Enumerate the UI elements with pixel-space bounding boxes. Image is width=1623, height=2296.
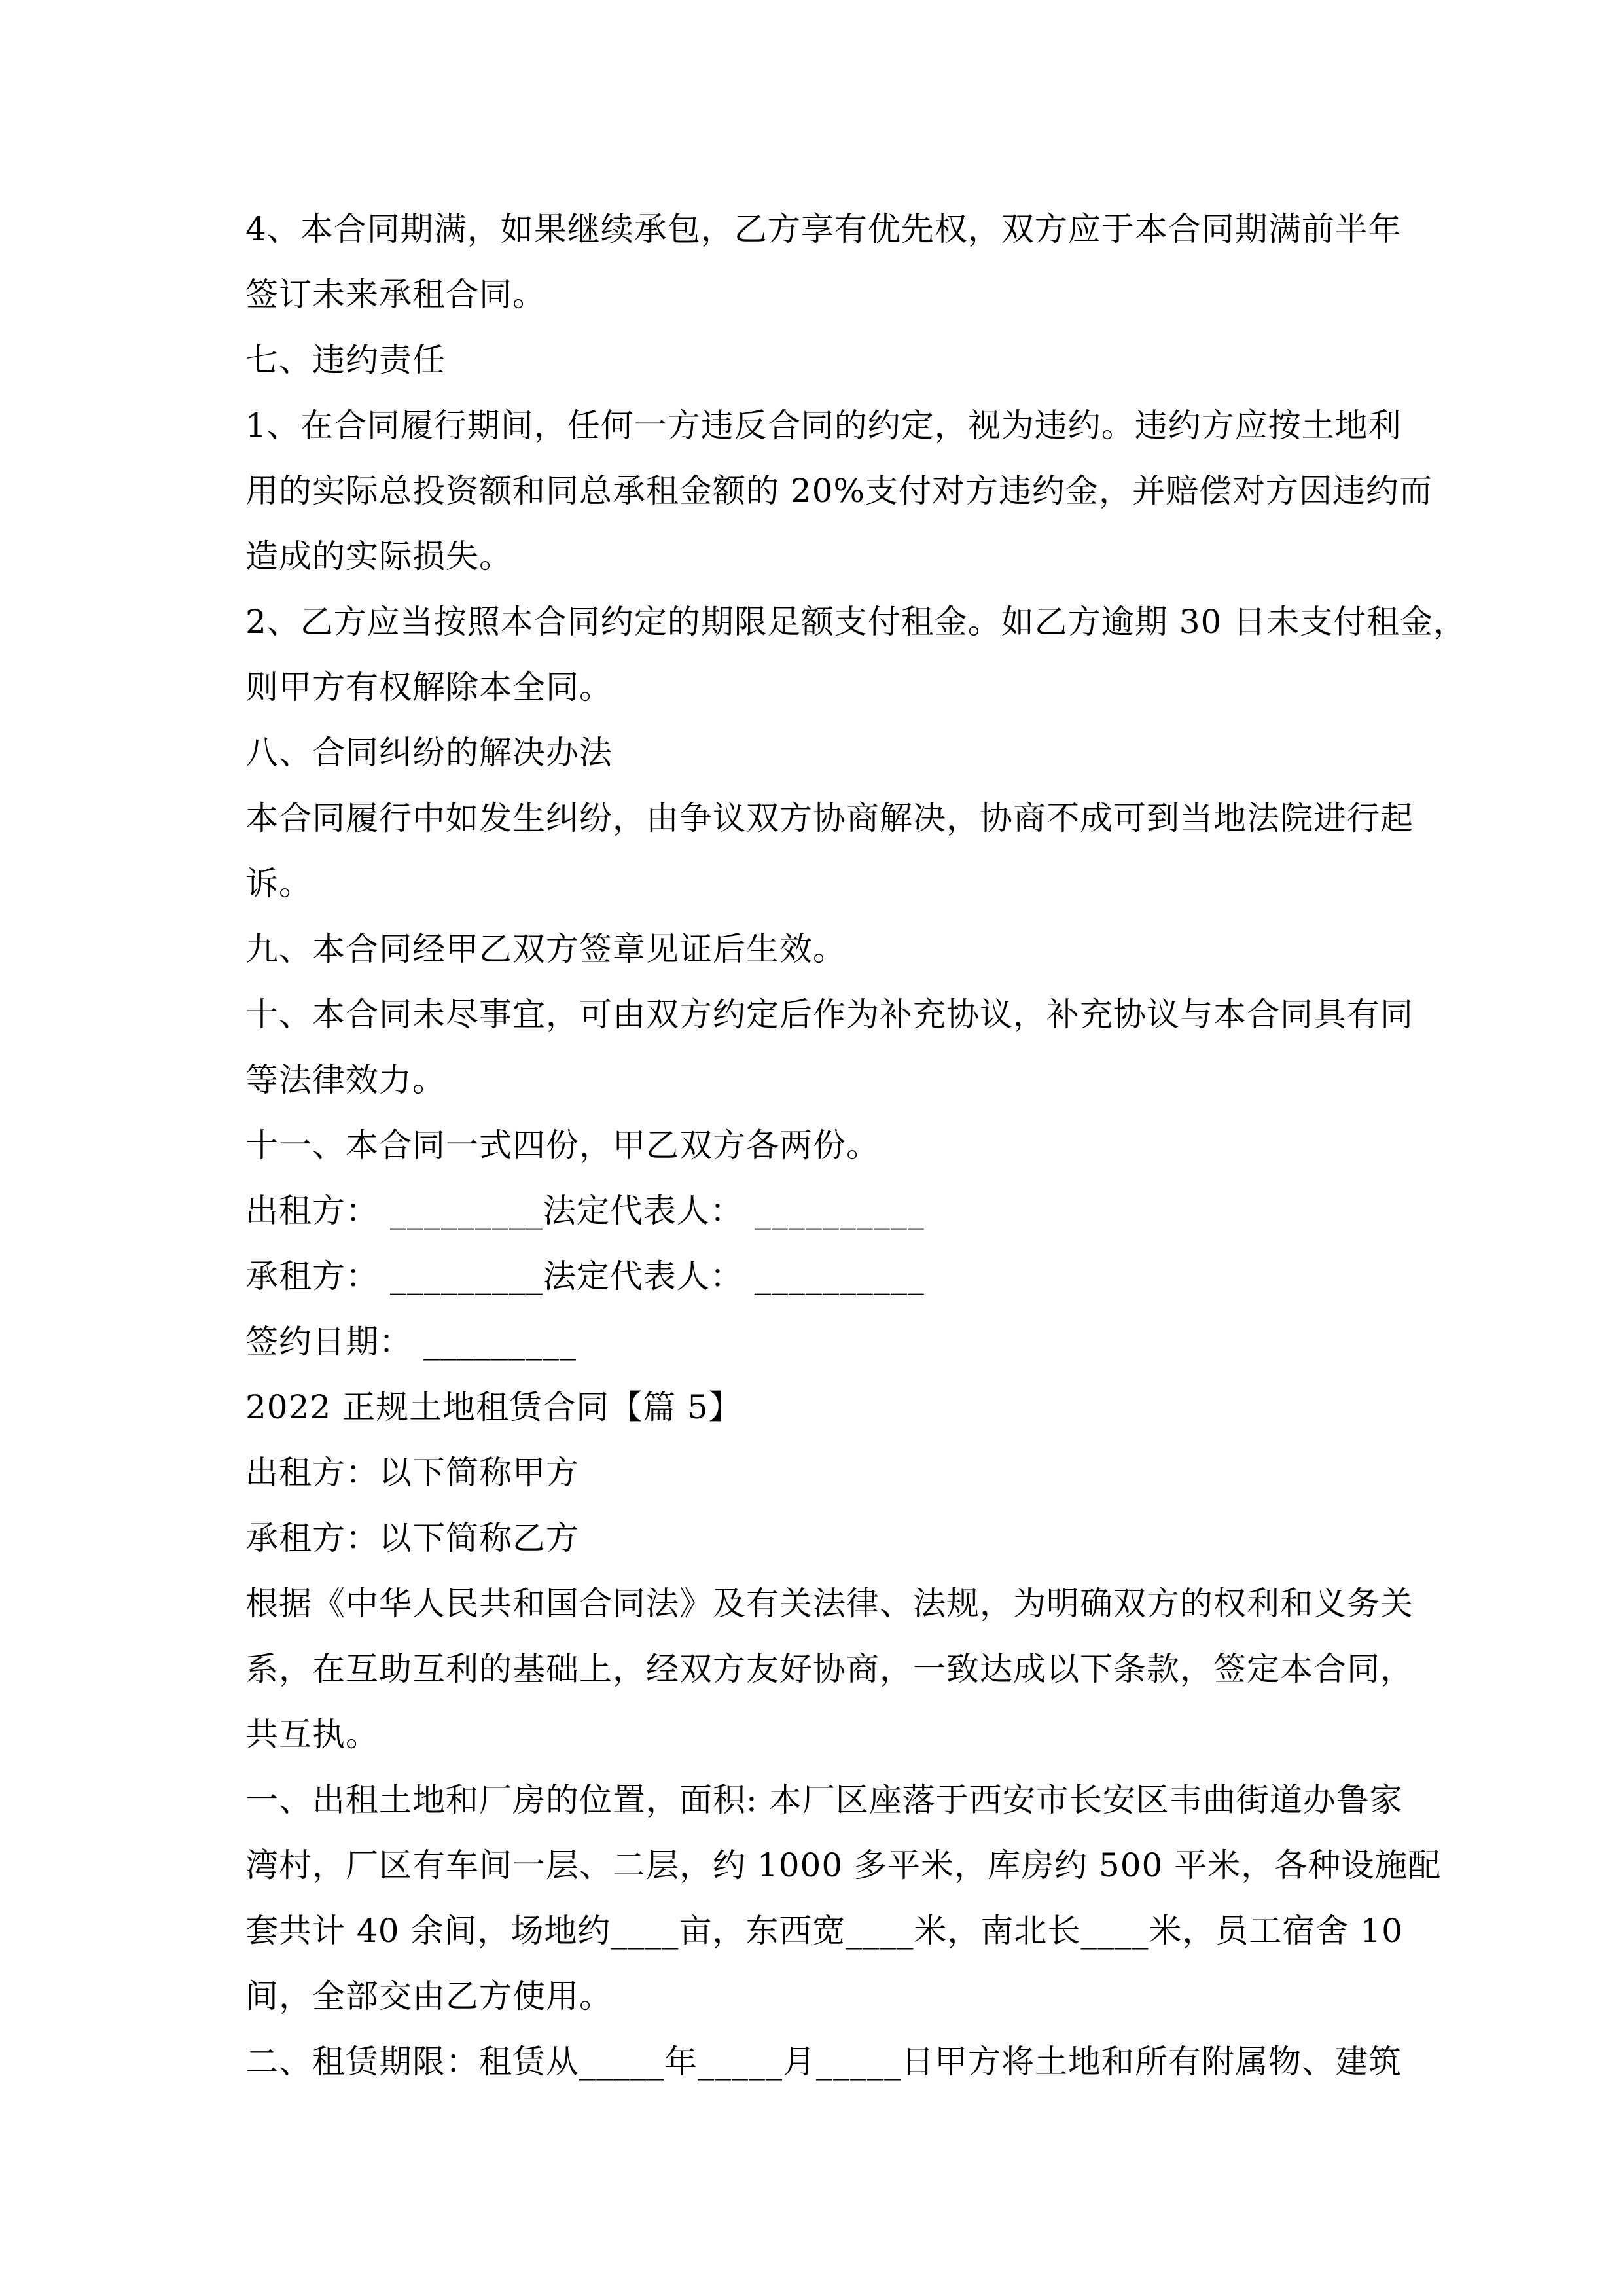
section-9-clause: 九、本合同经甲乙双方签章见证后生效。	[245, 930, 846, 968]
clause-7-1-line-1: 1、在合同履行期间，任何一方违反合同的约定，视为违约。违约方应按土地利	[245, 406, 1402, 444]
clause-renewal-line-1: 4、本合同期满，如果继续承包，乙方享有优先权，双方应于本合同期满前半年	[245, 210, 1402, 248]
clause-renewal-line-2: 签订未来承租合同。	[245, 276, 546, 314]
section-11-clause: 十一、本合同一式四份，甲乙双方各两份。	[245, 1126, 880, 1164]
section-10-line-1: 十、本合同未尽事宜，可由双方约定后作为补充协议，补充协议与本合同具有同	[245, 996, 1414, 1033]
preamble-line-2: 系，在互助互利的基础上，经双方友好协商，一致达成以下条款，签定本合同，	[245, 1650, 1414, 1688]
clause-7-1-line-2: 用的实际总投资额和同总承租金额的 20%支付对方违约金，并赔偿对方因违约而	[245, 472, 1433, 510]
preamble-line-1: 根据《中华人民共和国合同法》及有关法律、法规，为明确双方的权利和义务关	[245, 1585, 1414, 1623]
signature-lessor-line: 出租方： _________法定代表人： __________	[245, 1192, 925, 1230]
section-7-heading: 七、违约责任	[245, 341, 446, 379]
clause-7-2-line-1: 2、乙方应当按照本合同约定的期限足额支付租金。如乙方逾期 30 日未支付租金，	[245, 603, 1467, 641]
contract-text-block	[245, 196, 1467, 2094]
clause-1-location-line-1: 一、出租土地和厂房的位置，面积: 本厂区座落于西安市长安区韦曲街道办鲁家	[245, 1781, 1403, 1819]
section-8-heading: 八、合同纠纷的解决办法	[245, 734, 613, 772]
clause-2-term-line-1: 二、租赁期限：租赁从_____年_____月_____日甲方将土地和所有附属物、建筑	[245, 2043, 1402, 2081]
clause-1-location-line-4: 间，全部交由乙方使用。	[245, 1977, 613, 2015]
clause-7-1-line-3: 造成的实际损失。	[245, 537, 512, 575]
section-10-line-2: 等法律效力。	[245, 1061, 446, 1099]
preamble-line-3: 共互执。	[245, 1715, 379, 1753]
signing-date-line: 签约日期： _________	[245, 1323, 577, 1361]
clause-8-line-1: 本合同履行中如发生纠纷，由争议双方协商解决，协商不成可到当地法院进行起	[245, 799, 1414, 837]
article-5-title: 2022 正规土地租赁合同【篇 5】	[245, 1388, 742, 1426]
clause-1-location-line-2: 湾村，厂区有车间一层、二层，约 1000 多平米，库房约 500 平米，各种设施配	[245, 1846, 1442, 1884]
clause-8-line-2: 诉。	[245, 865, 312, 903]
clause-1-location-line-3: 套共计 40 余间，场地约____亩，东西宽____米，南北长____米，员工宿舍 10	[245, 1912, 1403, 1950]
party-b-line: 承租方：以下简称乙方	[245, 1519, 579, 1557]
signature-lessee-line: 承租方： _________法定代表人： __________	[245, 1257, 925, 1295]
party-a-line: 出租方：以下简称甲方	[245, 1454, 579, 1492]
clause-7-2-line-2: 则甲方有权解除本全同。	[245, 668, 613, 706]
